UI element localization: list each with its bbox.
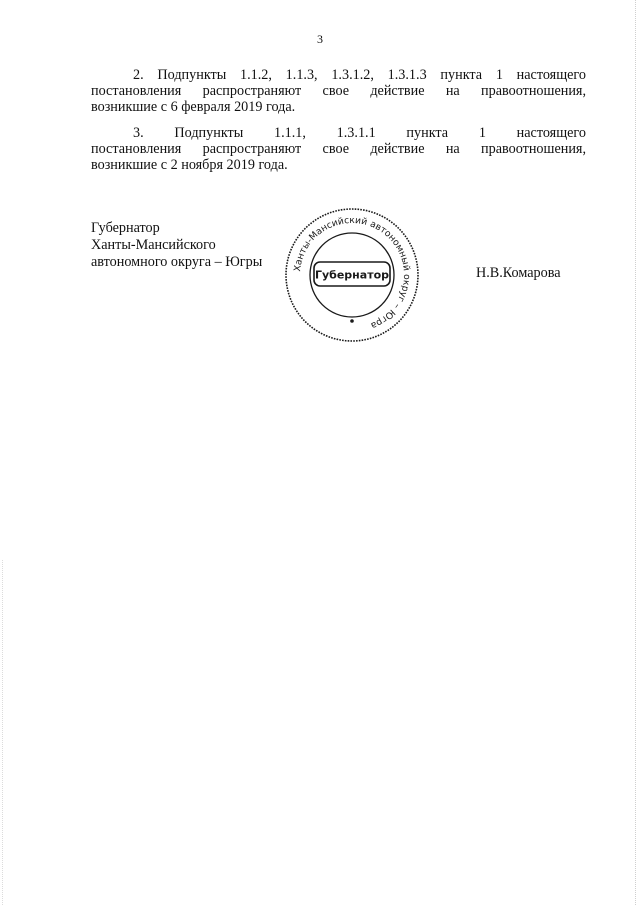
signatory-position — [91, 220, 262, 271]
paragraph-2-line-2: постановления распространяют свое действие на правоотношения, — [91, 83, 586, 99]
paragraph-2-line-1: 2. Подпункты 1.1.2, 1.1.3, 1.3.1.2, 1.3.1.3 пункта 1 настоящего — [133, 67, 586, 83]
signatory-name: Н.В.Комарова — [476, 265, 561, 281]
scan-edge-right — [635, 0, 640, 905]
seal-dot-mark — [350, 319, 354, 323]
page-number: 3 — [317, 32, 323, 46]
signatory-position-line-1: Губернатор — [91, 220, 160, 236]
scan-edge-left — [2, 560, 4, 905]
paragraph-2 — [91, 67, 586, 115]
paragraph-3 — [91, 125, 586, 173]
signatory-position-line-3: автономного округа – Югры — [91, 254, 263, 270]
seal-ring-text: Ханты-Мансийский автономный округ – Югра — [292, 214, 413, 332]
paragraph-2-line-3: возникшие с 6 февраля 2019 года. — [91, 99, 296, 115]
signatory-position-line-2: Ханты-Мансийского — [91, 237, 216, 253]
paragraph-3-line-1: 3. Подпункты 1.1.1, 1.3.1.1 пункта 1 настоящего — [133, 125, 586, 141]
paragraph-3-line-3: возникшие с 2 ноября 2019 года. — [91, 157, 288, 173]
seal-center-text: Губернатор — [314, 268, 390, 282]
paragraph-3-line-2: постановления распространяют свое действие на правоотношения, — [91, 141, 586, 157]
official-seal — [283, 206, 421, 344]
